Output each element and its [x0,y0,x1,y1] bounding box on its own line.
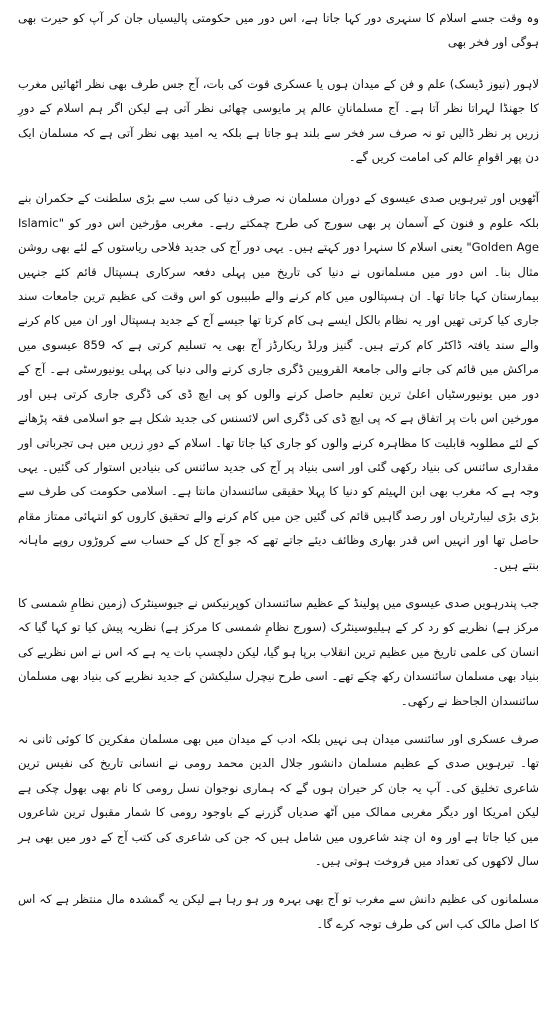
paragraph-spacer [18,169,539,186]
golden-age-paragraph: آٹھویں اور تیرہویں صدی عیسوی کے دوران مسلمان نہ صرف دنیا کی سب سے بڑی سلطنت کے حکمران بنے بلکہ علوم و فنون کے آسمان پر بھی سورج کی طرح چمکتے رہے۔ مغربی مؤرخین اس دور کو "Islamic Golden Age" یعنی اسلام کا سنہرا دور کہتے ہیں۔ یہی دور آج کی جدید فلاحی ریاستوں کے لئے بھی روشن مثال بنا۔ اس دور میں مسلمانوں نے دنیا کی تاریخ میں پہلی دفعہ سرکاری ہسپتال قائم کئے جنہیں بیمارستان کہا جاتا تھا۔ ان ہسپتالوں میں کام کرنے والے طبیبوں کو اس وقت کی عظیم ترین جامعات سند جاری کیا کرتی تھیں اور یہ نظام بالکل ایسے ہی کام کرتا تھا جیسے آج کے جدید ہسپتال اور ان میں کام کرنے والے سند یافتہ ڈاکٹر کام کرتے ہیں۔ گنیز ورلڈ ریکارڈز آج بھی یہ تسلیم کرتی ہے کہ 859 عیسوی میں مراکش میں قائم کی جانے والی جامعۃ القرویین ڈگری جاری کرنے والی دنیا کی پہلی یونیورسٹی ہے۔ آج کے دور میں یونیورسٹیاں اعلیٰ ترین تعلیم حاصل کرنے والوں کو پی ایچ ڈی کی ڈگری جاری کرتی ہیں اور مورخین اس بات پر اتفاق ہے کہ پی ایچ ڈی کی ڈگری اس لائسنس کی جدید شکل ہے جو اسلامی فقہ پڑھانے کے لئے مطلوبہ قابلیت کا مظاہرہ کرنے والوں کو جاری کیا جاتا تھا۔ اسلام کے دورِ زریں میں ہی تجرباتی اور مقداری سائنس کی بنیاد رکھی گئی اور اسی بنیاد پر آج کی جدید سائنس کی بنیادیں استوار کی گئیں۔ یہی وجہ ہے کہ مغرب بھی ابن الہیثم کو دنیا کا پہلا حقیقی سائنسدان مانتا ہے۔ اسلامی حکومت کی طرف سے بڑی بڑی لیبارٹریاں اور رصد گاہیں قائم کی گئیں جن میں کام کرنے والے تحقیق کاروں کو انتہائی ممتاز مقام حاصل تھا اور انہیں اس قدر بھاری وظائف دیئے جاتے تھے کہ جو آج کل کے حساب سے کروڑوں روپے ماہانہ بنتے ہیں۔ [18,191,540,572]
article-headline: وہ وقت جسے اسلام کا سنہری دور کہا جاتا ہے، اس دور میں حکومتی پالیسیاں جان کر آپ کو حیرت بھی ہوگی اور فخر بھی [18,11,539,50]
paragraph-spacer [18,577,539,591]
paragraph-spacer [18,873,539,887]
paragraph-spacer [18,55,539,72]
rumi-paragraph: صرف عسکری اور سائنسی میدان ہی نہیں بلکہ ادب کے میدان میں بھی مسلمان مفکرین کا کوئی ثانی نہ تھا۔ تیرہویں صدی کے عظیم مسلمان دانشور جلال الدین محمد رومی نے انسانی تاریخ کی نفیس ترین شاعری تخلیق کی۔ آپ یہ جان کر حیران ہوں گے کہ ہماری نوجوان نسل رومی کا نام بھی بھول چکی ہے لیکن امریکا اور دیگر مغربی ممالک میں آٹھ صدیاں گزرنے کے باوجود رومی کا شمار مقبول ترین شاعروں میں کیا جاتا ہے اور وہ ان چند شاعروں میں شامل ہیں کہ جن کی شاعری کی کتب آج کے دور میں بھی ہر سال لاکھوں کی تعداد میں فروخت ہوتی ہیں۔ [18,731,539,868]
article-intro-paragraph: لاہور (نیوز ڈیسک) علم و فن کے میدان ہوں یا عسکری قوت کی بات، آج جس طرف بھی نظر اٹھائیں مغرب کا جھنڈا لہراتا نظر آتا ہے۔ آج مسلمانانِ عالم پر مایوسی چھائی نظر آتی ہے لیکن اگر ہم اسلام کے دورِ زریں پر نظر ڈالیں تو نہ صرف سر فخر سے بلند ہو جاتا ہے بلکہ یہ امید بھی نظر آتی ہے کہ مسلمان ایک دن پھر اقوامِ عالم کی امامت کریں گے۔ [18,76,539,165]
closing-paragraph: مسلمانوں کی عظیم دانش سے مغرب تو آج بھی بہرہ ور ہو رہا ہے لیکن یہ گمشدہ مال منتظر ہے کہ اس کا اصل مالک کب اس کی طرف توجہ کرے گا۔ [18,892,539,931]
copernicus-paragraph: جب پندرہویں صدی عیسوی میں پولینڈ کے عظیم سائنسدان کوپرنیکس نے جیوسینٹرک (زمین نظامِ شمسی کا مرکز ہے) نظریے کو رد کر کے ہیلیوسینٹرک (سورج نظامِ شمسی کا مرکز ہے) نظریہ پیش کیا تو کہا گیا کہ انسان کی علمی تاریخ میں عظیم ترین انقلاب برپا ہو گیا، لیکن دلچسپ بات یہ ہے کہ اس نے اس نظریے کی بنیاد بھی مسلمان سائنسدان رکھ چکے تھے۔ اسی طرح نیچرل سلیکشن کے جدید نظریے کی بنیاد بھی مسلمان سائنسدان الجاحظ نے رکھی۔ [18,595,539,708]
paragraph-spacer [18,713,539,727]
